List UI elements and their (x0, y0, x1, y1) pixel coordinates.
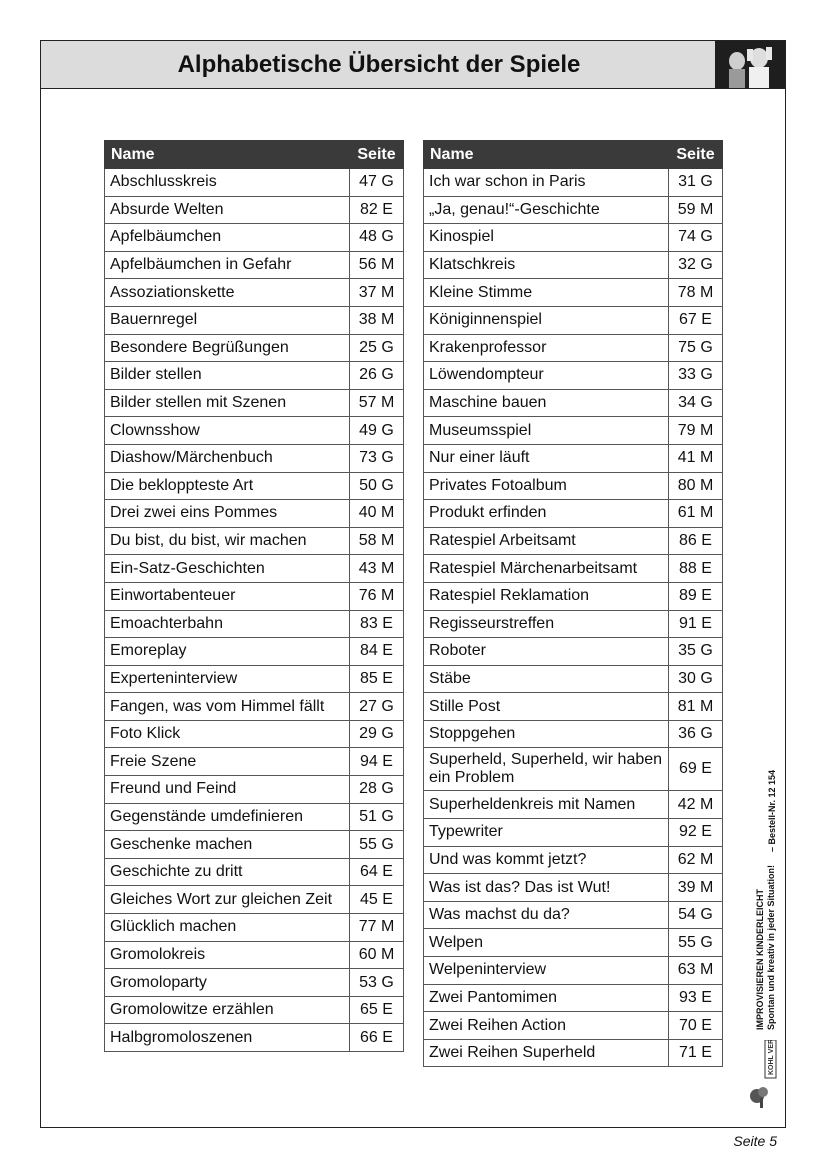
table-row (424, 720, 723, 748)
game-page: 60 M (350, 941, 404, 969)
table-row (424, 279, 723, 307)
table-row (424, 665, 723, 693)
game-page: 38 M (350, 306, 404, 334)
game-page: 64 E (350, 858, 404, 886)
table-header-row (424, 141, 723, 169)
table-row (105, 803, 404, 831)
game-page: 26 G (350, 362, 404, 390)
table-row (105, 693, 404, 721)
table-row (105, 886, 404, 914)
table-row (424, 791, 723, 819)
game-name: Gegenstände umdefinieren (105, 803, 350, 831)
series-side-label (755, 865, 777, 1030)
table-row (105, 582, 404, 610)
game-name: Einwortabenteuer (105, 582, 350, 610)
game-page: 27 G (350, 693, 404, 721)
game-name: Stäbe (424, 665, 669, 693)
game-page: 62 M (669, 846, 723, 874)
table-row (424, 874, 723, 902)
game-page: 25 G (350, 334, 404, 362)
table-row (105, 665, 404, 693)
game-name: Besondere Begrüßungen (105, 334, 350, 362)
table-row (105, 196, 404, 224)
game-page: 56 M (350, 251, 404, 279)
game-page: 61 M (669, 500, 723, 528)
game-page: 83 E (350, 610, 404, 638)
game-page: 66 E (350, 1024, 404, 1052)
table-body (424, 169, 723, 1067)
table-row (105, 169, 404, 197)
game-page: 51 G (350, 803, 404, 831)
game-page: 75 G (669, 334, 723, 362)
game-page: 76 M (350, 582, 404, 610)
game-page: 94 E (350, 748, 404, 776)
table-row (105, 444, 404, 472)
game-name: Assoziationskette (105, 279, 350, 307)
game-page: 49 G (350, 417, 404, 445)
table-header-row (105, 141, 404, 169)
table-row (424, 846, 723, 874)
publisher-logo (747, 1040, 777, 1110)
game-name: Glücklich machen (105, 914, 350, 942)
games-table-right (423, 140, 723, 1067)
table-body (105, 169, 404, 1052)
game-name: Und was kommt jetzt? (424, 846, 669, 874)
game-page: 53 G (350, 969, 404, 997)
page-number: Seite 5 (733, 1133, 777, 1149)
game-name: Klatschkreis (424, 251, 669, 279)
table-row (424, 638, 723, 666)
table-row (424, 389, 723, 417)
game-page: 88 E (669, 555, 723, 583)
game-page: 81 M (669, 693, 723, 721)
game-page: 29 G (350, 720, 404, 748)
game-page: 55 G (669, 929, 723, 957)
game-page: 74 G (669, 224, 723, 252)
game-page: 36 G (669, 720, 723, 748)
game-page: 78 M (669, 279, 723, 307)
game-page: 73 G (350, 444, 404, 472)
game-page: 40 M (350, 500, 404, 528)
game-name: Bauernregel (105, 306, 350, 334)
game-page: 91 E (669, 610, 723, 638)
game-page: 69 E (669, 748, 723, 791)
header-bar (41, 41, 785, 89)
game-name: Königinnenspiel (424, 306, 669, 334)
table-row (105, 500, 404, 528)
game-page: 42 M (669, 791, 723, 819)
game-page: 79 M (669, 417, 723, 445)
game-page: 71 E (669, 1039, 723, 1067)
table-row (105, 720, 404, 748)
game-page: 41 M (669, 444, 723, 472)
game-page: 45 E (350, 886, 404, 914)
table-row (105, 472, 404, 500)
column-header-name: Name (105, 141, 350, 169)
game-page: 57 M (350, 389, 404, 417)
game-name: Du bist, du bist, wir machen (105, 527, 350, 555)
game-name: Stoppgehen (424, 720, 669, 748)
game-name: Geschenke machen (105, 831, 350, 859)
game-page: 70 E (669, 1012, 723, 1040)
game-name: Experteninterview (105, 665, 350, 693)
game-page: 92 E (669, 819, 723, 847)
column-header-page: Seite (350, 141, 404, 169)
game-page: 33 G (669, 362, 723, 390)
game-name: Gromoloparty (105, 969, 350, 997)
table-row (424, 196, 723, 224)
game-name: Bilder stellen (105, 362, 350, 390)
table-row (105, 389, 404, 417)
game-name: Gromolokreis (105, 941, 350, 969)
game-name: Krakenprofessor (424, 334, 669, 362)
game-page: 37 M (350, 279, 404, 307)
table-row (105, 334, 404, 362)
game-name: Superheld, Superheld, wir haben ein Problem (424, 748, 669, 791)
game-name: Ich war schon in Paris (424, 169, 669, 197)
game-name: Emoreplay (105, 638, 350, 666)
table-row (105, 362, 404, 390)
page-title: Alphabetische Übersicht der Spiele (177, 51, 581, 78)
table-row (105, 831, 404, 859)
game-name: Maschine bauen (424, 389, 669, 417)
game-name: Stille Post (424, 693, 669, 721)
game-page: 84 E (350, 638, 404, 666)
game-page: 55 G (350, 831, 404, 859)
game-name: Löwendompteur (424, 362, 669, 390)
table-row (105, 527, 404, 555)
game-name: Produkt erfinden (424, 500, 669, 528)
game-name: Apfelbäumchen (105, 224, 350, 252)
game-page: 50 G (350, 472, 404, 500)
table-row (424, 251, 723, 279)
table-row (424, 527, 723, 555)
table-row (105, 638, 404, 666)
game-name: Welpen (424, 929, 669, 957)
game-name: Regisseurstreffen (424, 610, 669, 638)
table-row (424, 819, 723, 847)
series-title: IMPROVISIEREN KINDERLEICHT (755, 888, 765, 1030)
game-page: 65 E (350, 996, 404, 1024)
table-row (105, 776, 404, 804)
table-row (105, 306, 404, 334)
game-name: „Ja, genau!“-Geschichte (424, 196, 669, 224)
table-row (424, 169, 723, 197)
game-name: Clownsshow (105, 417, 350, 445)
game-name: Die bekloppteste Art (105, 472, 350, 500)
table-row (424, 693, 723, 721)
game-name: Was machst du da? (424, 901, 669, 929)
table-row (424, 1039, 723, 1067)
table-row (105, 858, 404, 886)
table-row (424, 582, 723, 610)
game-page: 59 M (669, 196, 723, 224)
game-page: 35 G (669, 638, 723, 666)
table-row (105, 417, 404, 445)
game-page: 43 M (350, 555, 404, 583)
game-page: 80 M (669, 472, 723, 500)
game-name: Zwei Pantomimen (424, 984, 669, 1012)
table-row (424, 500, 723, 528)
game-page: 34 G (669, 389, 723, 417)
table-row (105, 555, 404, 583)
column-header-page: Seite (669, 141, 723, 169)
game-page: 86 E (669, 527, 723, 555)
game-page: 39 M (669, 874, 723, 902)
header-photo (715, 41, 785, 88)
game-page: 77 M (350, 914, 404, 942)
game-name: Kinospiel (424, 224, 669, 252)
series-subtitle: Spontan und kreativ in jeder Situation! (766, 864, 776, 1030)
game-name: Privates Fotoalbum (424, 472, 669, 500)
table-row (105, 969, 404, 997)
game-name: Foto Klick (105, 720, 350, 748)
game-page: 48 G (350, 224, 404, 252)
game-page: 32 G (669, 251, 723, 279)
game-name: Freund und Feind (105, 776, 350, 804)
game-name: Zwei Reihen Action (424, 1012, 669, 1040)
game-page: 67 E (669, 306, 723, 334)
table-row (424, 957, 723, 985)
table-row (105, 914, 404, 942)
game-name: Welpeninterview (424, 957, 669, 985)
game-name: Ratespiel Arbeitsamt (424, 527, 669, 555)
game-name: Was ist das? Das ist Wut! (424, 874, 669, 902)
table-row (105, 996, 404, 1024)
game-name: Apfelbäumchen in Gefahr (105, 251, 350, 279)
game-page: 30 G (669, 665, 723, 693)
game-name: Diashow/Märchenbuch (105, 444, 350, 472)
table-row (424, 417, 723, 445)
table-row (424, 472, 723, 500)
table-row (424, 224, 723, 252)
game-name: Ratespiel Märchenarbeitsamt (424, 555, 669, 583)
game-page: 82 E (350, 196, 404, 224)
game-name: Absurde Welten (105, 196, 350, 224)
table-row (105, 279, 404, 307)
game-name: Kleine Stimme (424, 279, 669, 307)
game-name: Zwei Reihen Superheld (424, 1039, 669, 1067)
table-row (105, 748, 404, 776)
game-name: Fangen, was vom Himmel fällt (105, 693, 350, 721)
table-row (424, 555, 723, 583)
table-row (105, 1024, 404, 1052)
table-row (105, 941, 404, 969)
game-name: Geschichte zu dritt (105, 858, 350, 886)
table-row (424, 901, 723, 929)
table-row (424, 444, 723, 472)
game-name: Gromolowitze erzählen (105, 996, 350, 1024)
game-name: Halbgromoloszenen (105, 1024, 350, 1052)
game-name: Ein-Satz-Geschichten (105, 555, 350, 583)
column-header-name: Name (424, 141, 669, 169)
table-row (105, 224, 404, 252)
game-name: Superheldenkreis mit Namen (424, 791, 669, 819)
game-name: Bilder stellen mit Szenen (105, 389, 350, 417)
game-page: 54 G (669, 901, 723, 929)
table-row (424, 306, 723, 334)
game-name: Gleiches Wort zur gleichen Zeit (105, 886, 350, 914)
game-name: Drei zwei eins Pommes (105, 500, 350, 528)
game-page: 63 M (669, 957, 723, 985)
game-name: Museumsspiel (424, 417, 669, 445)
order-number: – Bestell-Nr. 12 154 (767, 769, 777, 852)
table-row (424, 748, 723, 791)
game-name: Emoachterbahn (105, 610, 350, 638)
game-page: 85 E (350, 665, 404, 693)
game-name: Ratespiel Reklamation (424, 582, 669, 610)
game-name: Typewriter (424, 819, 669, 847)
table-row (424, 362, 723, 390)
table-row (424, 334, 723, 362)
game-name: Freie Szene (105, 748, 350, 776)
game-page: 93 E (669, 984, 723, 1012)
table-row (424, 984, 723, 1012)
games-table-left (104, 140, 404, 1052)
game-page: 89 E (669, 582, 723, 610)
game-page: 58 M (350, 527, 404, 555)
table-row (424, 1012, 723, 1040)
game-page: 31 G (669, 169, 723, 197)
table-row (105, 610, 404, 638)
game-name: Roboter (424, 638, 669, 666)
table-row (424, 610, 723, 638)
table-row (424, 929, 723, 957)
game-name: Nur einer läuft (424, 444, 669, 472)
game-page: 28 G (350, 776, 404, 804)
svg-text:KOHL VERLAG: KOHL VERLAG (768, 1040, 775, 1075)
game-page: 47 G (350, 169, 404, 197)
game-name: Abschlusskreis (105, 169, 350, 197)
table-row (105, 251, 404, 279)
